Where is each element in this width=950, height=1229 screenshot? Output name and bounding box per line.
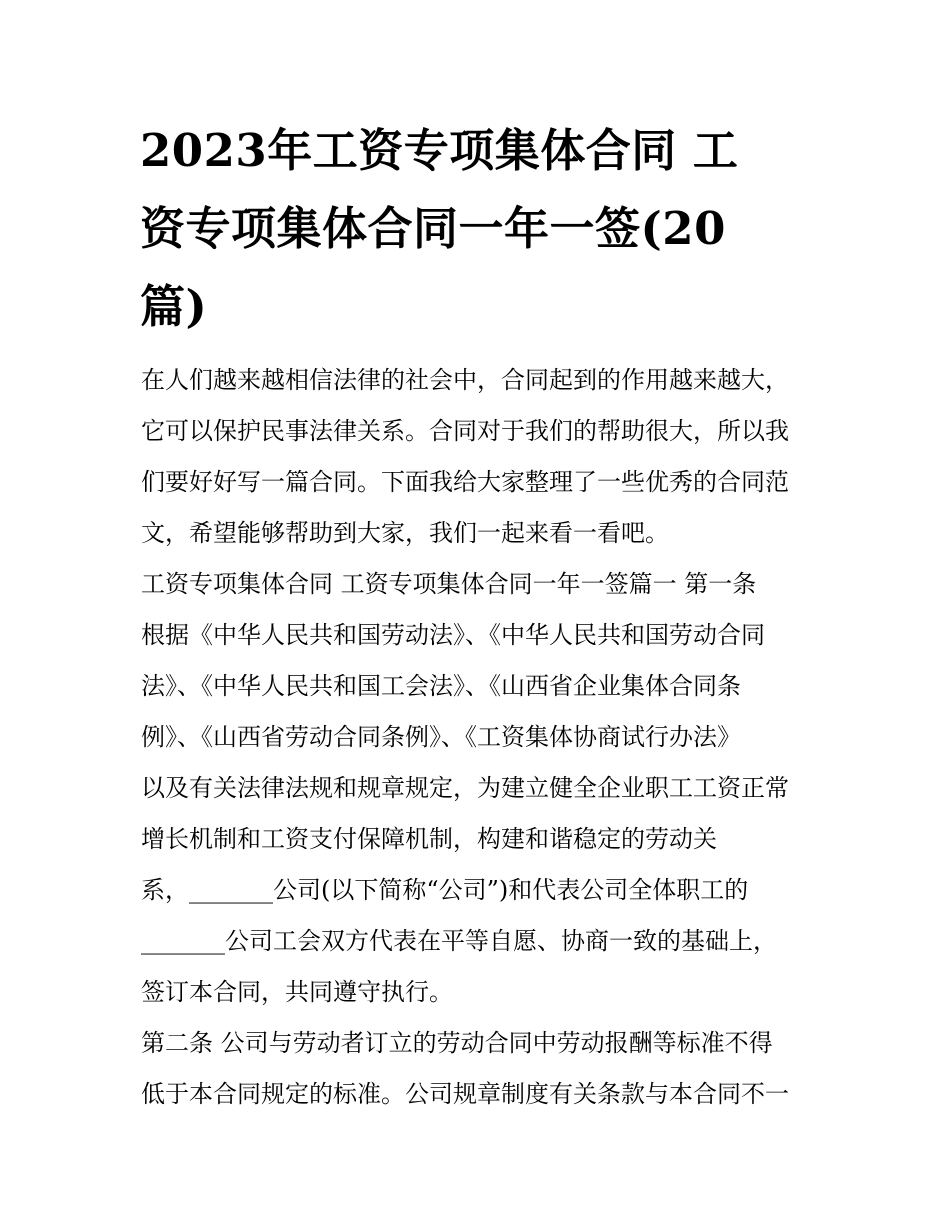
body-line: 低于本合同规定的标准。公司规章制度有关条款与本合同不一 <box>141 1080 789 1108</box>
document-title <box>140 112 820 346</box>
document-body <box>141 355 821 1120</box>
title-line-2: 资专项集体合同一年一签(20 <box>140 202 726 255</box>
body-line: 第二条 公司与劳动者订立的劳动合同中劳动报酬等标准不得 <box>141 1029 773 1057</box>
body-line: 在人们越来越相信法律的社会中，合同起到的作用越来越大， <box>141 366 789 394</box>
body-line: 签订本合同，共同遵守执行。 <box>141 978 453 1006</box>
title-line-3: 篇) <box>140 280 208 333</box>
body-line: 法》、《中华人民共和国工会法》、《山西省企业集体合同条 <box>141 672 741 700</box>
body-line: 例》、《山西省劳动合同条例》、《工资集体协商试行办法》 <box>141 723 741 751</box>
body-line: 根据《中华人民共和国劳动法》、《中华人民共和国劳动合同 <box>141 621 765 649</box>
body-line: 它可以保护民事法律关系。合同对于我们的帮助很大，所以我 <box>141 417 789 445</box>
body-line: 们要好好写一篇合同。下面我给大家整理了一些优秀的合同范 <box>141 468 789 496</box>
body-line: 文，希望能够帮助到大家，我们一起来看一看吧。 <box>141 519 669 547</box>
body-line: 系，_______公司(以下简称“公司”)和代表公司全体职工的 <box>141 876 749 904</box>
body-line: _______公司工会双方代表在平等自愿、协商一致的基础上， <box>141 927 777 955</box>
body-line: 以及有关法律法规和规章规定，为建立健全企业职工工资正常 <box>141 774 789 802</box>
title-line-1: 2023年工资专项集体合同 工 <box>140 124 739 177</box>
body-line: 增长机制和工资支付保障机制，构建和谐稳定的劳动关 <box>141 825 717 853</box>
body-line: 工资专项集体合同 工资专项集体合同一年一签篇一 第一条 <box>141 570 757 598</box>
